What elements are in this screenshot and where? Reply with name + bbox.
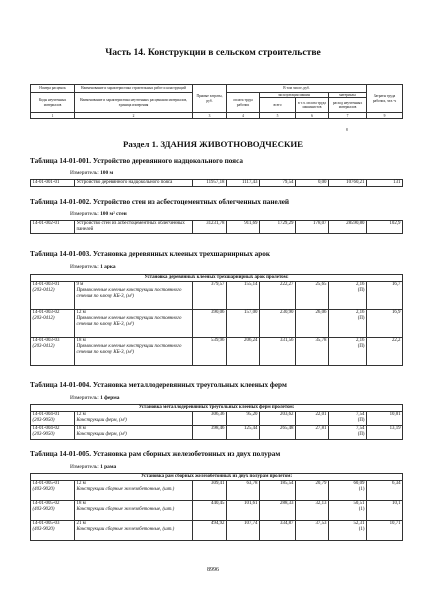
labor-hours: 131 — [367, 180, 403, 187]
labor-pay: 206,24 — [227, 338, 260, 366]
table-title: Таблица 14-01-003. Установка деревянных клееных трехшарнирных арок — [30, 250, 270, 258]
header-col4: оплата труда рабочих — [227, 93, 260, 113]
labor-hours: 10,01 — [367, 412, 403, 426]
direct-costs: 379,57 — [193, 282, 227, 310]
labor-pay: 125,44 — [227, 426, 260, 440]
unaccounted-unit: (П) — [357, 316, 365, 322]
work-name: 9 м — [76, 282, 84, 288]
section-title: Раздел 1. ЗДАНИЯ ЖИВОТНОВОДЧЕСКИЕ — [122, 139, 304, 149]
table-row — [31, 521, 403, 541]
material-code: (203-9050) — [32, 418, 55, 424]
direct-costs: 398,46 — [193, 426, 227, 440]
machinists-pay: 22,01 — [296, 412, 329, 426]
rate-code: 14-01-004-02 — [32, 426, 60, 432]
material-desc: Прямоклееные клееные конструкции постоянного сечения по ключу КБ-3, (м³) — [76, 344, 182, 356]
work-name: 12 м — [76, 412, 86, 418]
machines-total: 230,90 — [260, 310, 296, 338]
subheading: Установка рам сборных железобетонных из двух полурам пролетом: — [31, 474, 403, 481]
unaccounted-unit: (1) — [358, 487, 365, 493]
table-row — [31, 501, 403, 521]
data-table — [30, 179, 403, 187]
measure-unit: Измеритель: 1 арка — [70, 264, 116, 270]
material-desc: Конструкции сборные железобетонные, (шт.) — [76, 487, 175, 493]
header-num: 1 — [31, 113, 75, 119]
material-desc: Конструкции ферм, (м³) — [76, 432, 127, 438]
machines-total: 203,62 — [260, 412, 296, 426]
direct-costs: 390,06 — [193, 310, 227, 338]
direct-costs: 440,45 — [193, 501, 227, 521]
materials: 2,16 — [355, 338, 365, 344]
labor-hours: 22,2 — [367, 338, 403, 366]
page-title: Часть 14. Конструкции в сельском строительстве — [105, 47, 321, 58]
table-row — [31, 310, 403, 338]
material-code: (403-9020) — [32, 487, 55, 493]
table-row — [31, 426, 403, 440]
work-name: 12 м — [76, 310, 86, 316]
rate-code: 14-01-002-01 — [31, 221, 75, 234]
table-row — [31, 481, 403, 501]
rate-code: 14-01-004-01 — [32, 412, 60, 418]
labor-pay: 155,14 — [227, 282, 260, 310]
unaccounted-unit: (1) — [358, 527, 365, 533]
machinists-pay: 32,13 — [296, 501, 329, 521]
work-name: 18 м — [76, 501, 86, 507]
work-name: 12 м — [76, 481, 86, 487]
table-row — [31, 282, 403, 310]
header-col8: расход неучтенных материалов — [329, 98, 367, 113]
table-row — [31, 412, 403, 426]
work-name: Устройство деревянного надцокольного пояса — [75, 180, 193, 187]
labor-pay: 1117,43 — [227, 180, 260, 187]
materials: 50,51 — [353, 501, 365, 507]
labor-hours: 13,19 — [367, 426, 403, 440]
materials: 7,54 — [355, 412, 365, 418]
labor-hours: 16,7 — [367, 282, 403, 310]
labor-hours: 10,71 — [367, 521, 403, 541]
materials: 2,16 — [355, 282, 365, 288]
direct-costs: 539,96 — [193, 338, 227, 366]
rate-code: 14-01-003-03 — [32, 338, 60, 344]
header-group: В том числе, руб. — [227, 85, 367, 93]
header-col3: Прямые затраты, руб. — [193, 85, 227, 113]
machines-total: 334,87 — [260, 521, 296, 541]
header-col9: Затраты труда рабочих, чел.-ч — [367, 85, 403, 113]
material-code: (203-0412) — [32, 288, 55, 294]
rate-code: 14-01-003-02 — [32, 310, 60, 316]
rate-code: 14-01-001-01 — [31, 180, 75, 187]
data-table — [30, 473, 403, 541]
header-num: 6 — [296, 113, 329, 119]
unaccounted-unit: (П) — [357, 288, 365, 294]
material-desc: Конструкции сборные железобетонные, (шт.) — [76, 527, 175, 533]
labor-hours: 10,1 — [367, 501, 403, 521]
labor-pay: 157,00 — [227, 310, 260, 338]
data-table — [30, 404, 403, 440]
unaccounted-unit: (П) — [357, 432, 365, 438]
machinists-pay: 0,00 — [296, 180, 329, 187]
machinists-pay: 35,78 — [296, 338, 329, 366]
materials: 2,16 — [355, 310, 365, 316]
machinists-pay: 25,65 — [296, 282, 329, 310]
header-materials: материалы — [329, 93, 367, 98]
header-col1-top: Номера расценок — [31, 85, 75, 93]
header-num: 4 — [227, 113, 260, 119]
header-col2-bottom: Наименование и характеристика неучтенных расценками материалов, единица измерения — [75, 93, 193, 113]
measure-unit: Измеритель: 1 ферма — [70, 395, 120, 401]
labor-pay: 63,78 — [227, 481, 260, 501]
table-title: Таблица 14-01-005. Установка рам сборных железобетонных из двух полурам — [30, 450, 281, 458]
materials: 52,31 — [353, 521, 365, 527]
material-desc: Конструкции сборные железобетонные, (шт.) — [76, 507, 175, 513]
labor-hours: 102,9 — [367, 221, 403, 234]
table-title: Таблица 14-01-004. Установка металлодеревянных треугольных клееных ферм — [30, 381, 287, 389]
data-table — [30, 220, 403, 234]
subheading: Установка металлодеревянных треугольных клееных ферм пролетом: — [31, 405, 403, 412]
work-name: 18 м — [76, 426, 86, 432]
data-table — [30, 274, 403, 366]
machinists-pay: 20,79 — [296, 481, 329, 501]
measure-unit: Измеритель: 100 м — [70, 170, 114, 176]
work-name: 18 м — [76, 338, 86, 344]
machinists-pay: 37,53 — [296, 521, 329, 541]
labor-pay: 101,61 — [227, 501, 260, 521]
material-code: (403-9020) — [32, 507, 55, 513]
subheading: Установка деревянных клееных трехшарнирных арок пролетом: — [31, 275, 403, 282]
header-num: 7 — [329, 113, 367, 119]
rate-code: 14-01-005-02 — [32, 501, 60, 507]
machines-total: 288,33 — [260, 501, 296, 521]
materials: 10760,21 — [329, 180, 367, 187]
machines-total: 265,48 — [260, 426, 296, 440]
rate-code: 14-01-005-03 — [32, 521, 60, 527]
work-name: Устройство стен из асбестоцементных облегченных панелей — [75, 221, 193, 234]
machines-total: 185,54 — [260, 481, 296, 501]
material-code: (403-9020) — [32, 527, 55, 533]
unaccounted-unit: (1) — [358, 507, 365, 513]
machinists-pay: 178,07 — [296, 221, 329, 234]
direct-costs: 494,92 — [193, 521, 227, 541]
header-col2-top: Наименование и характеристика строительных работ и конструкций — [75, 85, 193, 93]
table-row — [31, 338, 403, 366]
machinists-pay: 27,81 — [296, 426, 329, 440]
measure-unit: Измеритель: 100 м² стен — [70, 211, 127, 217]
materials: 7,54 — [355, 426, 365, 432]
machines-total: 222,27 — [260, 282, 296, 310]
labor-pay: 911,69 — [227, 221, 260, 234]
header-col5: всего — [260, 98, 296, 113]
rate-code: 14-01-005-01 — [32, 481, 60, 487]
direct-costs: 11957,18 — [193, 180, 227, 187]
material-desc: Прямоклееные клееные конструкции постоянного сечения по ключу КБ-3, (м³) — [76, 316, 182, 328]
header-col1-bottom: Коды неучтенных материалов — [31, 93, 75, 113]
labor-hours: 16,9 — [367, 310, 403, 338]
labor-pay: 107,74 — [227, 521, 260, 541]
unaccounted-unit: (П) — [357, 418, 365, 424]
direct-costs: 306,36 — [193, 412, 227, 426]
column-header-table — [30, 84, 403, 119]
material-desc: Прямоклееные клееные конструкции постоянного сечения по ключу КБ-3, (м³) — [76, 288, 182, 300]
measure-unit: Измеритель: 1 рама — [70, 464, 117, 470]
materials: 60,09 — [353, 481, 365, 487]
labor-pay: 95,20 — [227, 412, 260, 426]
header-col6: в т.ч. оплата труда машинистов — [296, 98, 329, 113]
header-num: 3 — [193, 113, 227, 119]
material-code: (203-0412) — [32, 344, 55, 350]
direct-costs: 309,41 — [193, 481, 227, 501]
direct-costs: 31231,78 — [193, 221, 227, 234]
work-name: 21 м — [76, 521, 86, 527]
rate-code: 14-01-003-01 — [32, 282, 60, 288]
table-title: Таблица 14-01-001. Устройство деревянного надцокольного пояса — [30, 157, 243, 165]
page-number: 8996 — [207, 567, 219, 573]
materials: 28590,80 — [329, 221, 367, 234]
unaccounted-unit: (П) — [357, 344, 365, 350]
machines-total: 331,56 — [260, 338, 296, 366]
header-num-8: 8 — [346, 128, 348, 132]
table-row — [31, 180, 403, 187]
table-title: Таблица 14-01-002. Устройство стен из асбестоцементных облегченных панелей — [30, 198, 290, 206]
machines-total: 79,54 — [260, 180, 296, 187]
header-num: 5 — [260, 113, 296, 119]
machines-total: 1729,29 — [260, 221, 296, 234]
header-num: 9 — [367, 113, 403, 119]
table-row — [31, 221, 403, 234]
labor-hours: 6,34 — [367, 481, 403, 501]
header-num: 2 — [75, 113, 193, 119]
material-code: (203-0412) — [32, 316, 55, 322]
material-code: (203-9050) — [32, 432, 55, 438]
material-desc: Конструкции ферм, (м³) — [76, 418, 127, 424]
header-machines: эксплуатация машин — [260, 93, 329, 98]
machinists-pay: 26,06 — [296, 310, 329, 338]
